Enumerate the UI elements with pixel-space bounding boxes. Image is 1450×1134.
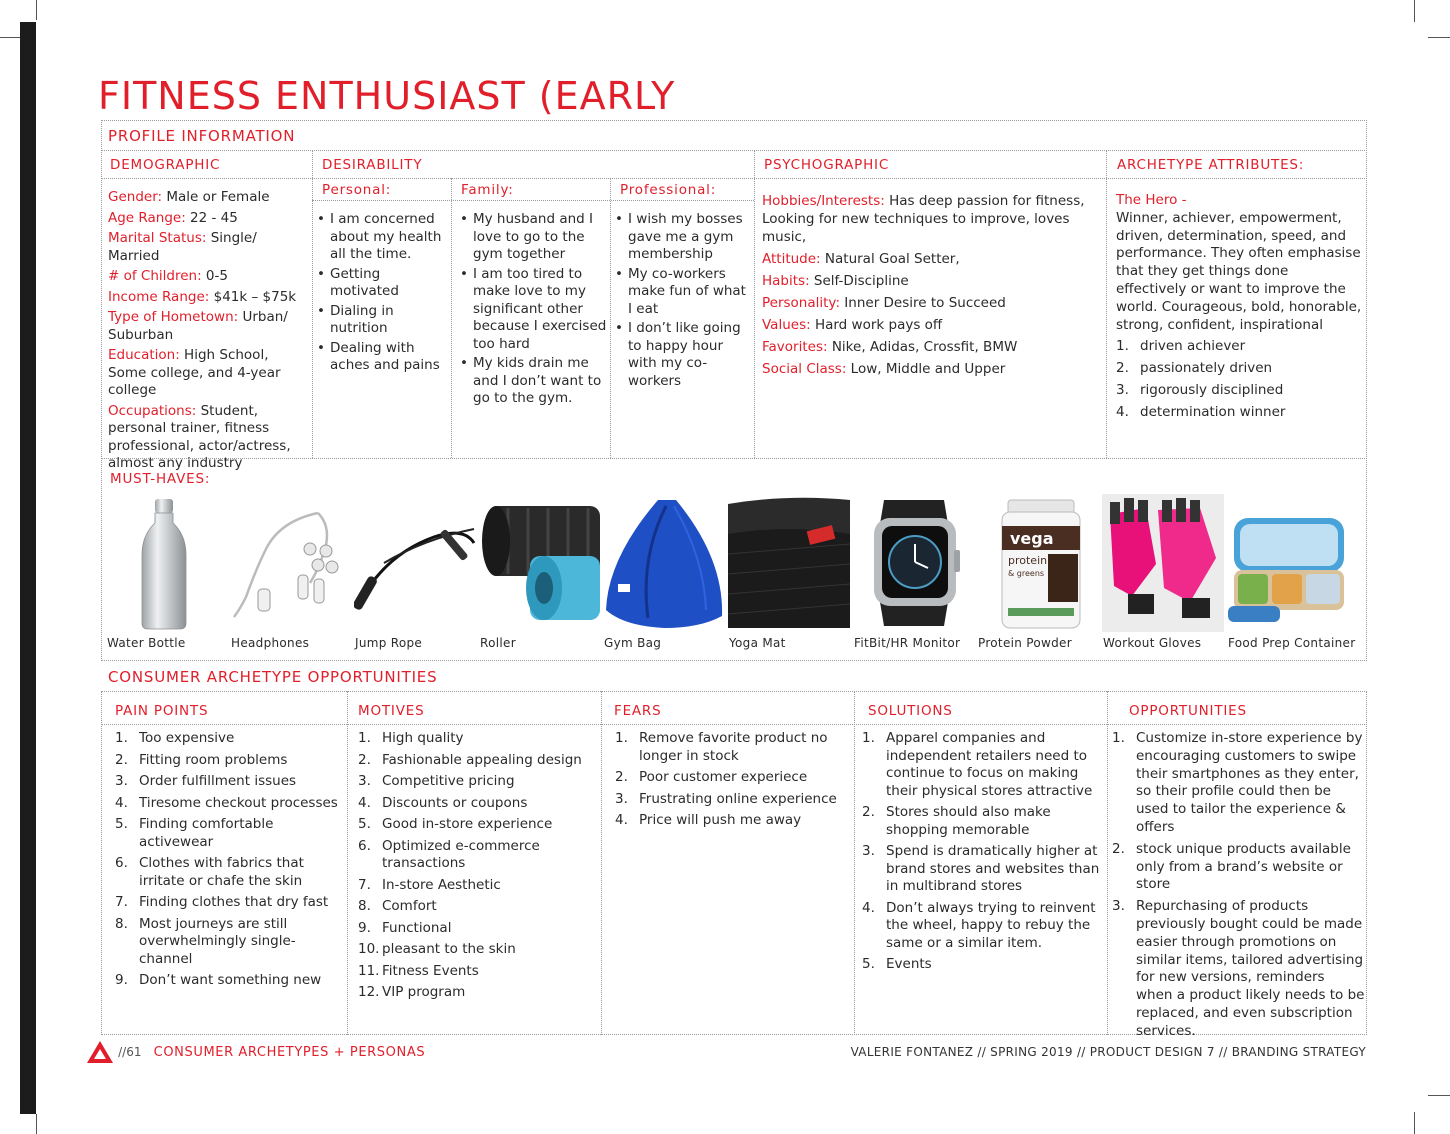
list-item: 8. Most journeys are still overwhelmingly single-channel — [115, 915, 296, 967]
divider — [101, 724, 1367, 725]
list-item: • My co-workers make fun of what I eat — [628, 266, 750, 319]
product-label: Headphones — [231, 636, 310, 650]
water-bottle-image — [138, 497, 190, 631]
footer-section-title: CONSUMER ARCHETYPES + PERSONAS — [153, 1044, 426, 1060]
list-item: 1. Apparel companies and independent retailers need to continue to focus on making their physical stores attractive — [862, 730, 1093, 799]
psychographic-item: Hobbies/Interests: Has deep passion for fitness, Looking for new techniques to improve, loves music, — [762, 193, 1085, 245]
psychographic-item: Personality: Inner Desire to Succeed — [762, 295, 1006, 311]
list-item: • Dialing in nutrition — [330, 303, 448, 338]
divider — [610, 178, 611, 458]
demographic-item: Age Range: 22 - 45 — [108, 209, 238, 226]
protein-line2-label: & greens — [1008, 569, 1045, 578]
list-item: 12. VIP program — [358, 984, 466, 1000]
protein-brand-label: vega — [1010, 529, 1054, 548]
divider — [312, 200, 754, 201]
list-item: 1. driven achiever — [1116, 338, 1246, 355]
fitbit-image — [854, 496, 974, 630]
list-item: • I am concerned about my health all the time. — [330, 211, 448, 264]
family-list — [459, 211, 608, 410]
pain-points-heading: PAIN POINTS — [115, 703, 209, 719]
demographic-heading: DEMOGRAPHIC — [110, 157, 221, 173]
psychographic-item: Habits: Self-Discipline — [762, 273, 909, 289]
demographic-item: Gender: Male or Female — [108, 189, 270, 205]
fears-list — [615, 730, 849, 834]
archetype-block — [1116, 192, 1362, 426]
crop-mark — [1414, 0, 1415, 22]
list-item: 1. Too expensive — [115, 730, 235, 746]
list-item: 4. Price will push me away — [615, 812, 802, 828]
binder-strip — [20, 22, 36, 1114]
desirability-heading: DESIRABILITY — [322, 157, 423, 173]
list-item: 7. In-store Aesthetic — [358, 876, 501, 893]
archetype-name: The Hero - — [1116, 192, 1187, 208]
product-label: Protein Powder — [978, 636, 1072, 650]
divider — [601, 691, 602, 1035]
demographic-item: # of Children: 0-5 — [108, 268, 228, 284]
footer-left — [86, 1040, 425, 1066]
family-label: Family: — [461, 182, 514, 198]
gym-bag-image — [604, 498, 726, 630]
list-item: • I am too tired to make love to my significant other because I exercised too hard — [473, 266, 608, 354]
professional-list — [614, 211, 750, 392]
divider — [347, 691, 348, 1035]
list-item: 3. Order fulfillment issues — [115, 773, 297, 789]
demographic-list — [108, 189, 310, 476]
page-title: FITNESS ENTHUSIAST (EARLY — [98, 74, 676, 118]
opportunities-heading: OPPORTUNITIES — [1129, 703, 1247, 719]
list-item: 1. High quality — [358, 730, 464, 746]
divider — [754, 150, 755, 458]
product-label: Workout Gloves — [1103, 636, 1202, 650]
list-item: 9. Functional — [358, 919, 452, 936]
archetype-description: Winner, achiever, empowerment, driven, determination, speed, and performance. They often emphasise that they get things done effectively or want to improve the world. Courageous, bold, honorable, strong, confident, inspirational — [1116, 209, 1362, 333]
list-item: 5. Good in-store experience — [358, 816, 553, 832]
opportunities-section-heading: CONSUMER ARCHETYPE OPPORTUNITIES — [108, 668, 438, 686]
workout-gloves-image — [1102, 494, 1224, 632]
product-label: Water Bottle — [107, 636, 186, 650]
food-prep-container-image — [1228, 512, 1350, 624]
pain-points-list — [115, 730, 345, 994]
list-item: 1. Remove favorite product no longer in stock — [615, 730, 828, 764]
list-item: 9. Don’t want something new — [115, 972, 322, 988]
divider — [1106, 150, 1107, 458]
list-item: 3. Frustrating online experience — [615, 790, 837, 807]
fears-heading: FEARS — [614, 703, 662, 719]
list-item: 4. Discounts or coupons — [358, 794, 528, 811]
product-label: Yoga Mat — [729, 636, 786, 650]
list-item: • I wish my bosses gave me a gym membership — [628, 211, 750, 264]
list-item: 4. Don’t always trying to reinvent the wheel, happy to rebuy the same or a similar item. — [862, 899, 1096, 951]
list-item: • Dealing with aches and pains — [330, 340, 448, 375]
list-item: 3. rigorously disciplined — [1116, 381, 1284, 398]
crop-mark — [1414, 1112, 1415, 1134]
demographic-item: Education: High School, Some college, and 4-year college — [108, 347, 281, 398]
list-item: 2. Poor customer experiece — [615, 769, 808, 785]
motives-heading: MOTIVES — [358, 703, 425, 719]
list-item: 4. Tiresome checkout processes — [115, 794, 338, 811]
list-item: 3. Repurchasing of products previously bought could be made easier through promotions on similar items, tailored advertising for new versions, reminders when a product likely needs to be replaced, and even subscription services. — [1112, 898, 1365, 1039]
footer-credit: VALERIE FONTANEZ // SPRING 2019 // PRODUCT DESIGN 7 // BRANDING STRATEGY — [850, 1045, 1366, 1059]
list-item: • Getting motivated — [330, 266, 448, 301]
psychographic-list — [762, 192, 1100, 382]
divider — [101, 150, 1367, 151]
divider — [1107, 691, 1108, 1035]
professional-label: Professional: — [620, 182, 717, 198]
list-item: 7. Finding clothes that dry fast — [115, 894, 329, 910]
list-item: 11. Fitness Events — [358, 962, 479, 979]
motives-list — [358, 730, 598, 1006]
list-item: • I don’t like going to happy hour with my co-workers — [628, 320, 750, 390]
list-item: 2. Fashionable appealing design — [358, 751, 582, 768]
psychographic-item: Values: Hard work pays off — [762, 317, 943, 333]
product-label: Food Prep Container — [1228, 636, 1356, 650]
crop-mark — [36, 0, 37, 20]
list-item: 8. Comfort — [358, 898, 437, 914]
divider — [312, 150, 313, 458]
crop-mark — [0, 37, 22, 38]
roller-image — [478, 500, 602, 628]
demographic-item: Marital Status: Single/ Married — [108, 230, 257, 264]
list-item: 2. passionately driven — [1116, 360, 1273, 377]
psychographic-item: Favorites: Nike, Adidas, Crossfit, BMW — [762, 339, 1018, 355]
list-item: • My kids drain me and I don’t want to go to the gym. — [473, 355, 608, 408]
personal-label: Personal: — [322, 182, 392, 198]
opportunities-list — [1112, 730, 1365, 1045]
product-label: FitBit/HR Monitor — [854, 636, 961, 650]
psychographic-item: Social Class: Low, Middle and Upper — [762, 361, 1006, 377]
product-label: Roller — [480, 636, 516, 650]
list-item: 2. stock unique products available only from a brand’s website or store — [1112, 840, 1351, 893]
list-item: • My husband and I love to go to the gym together — [473, 211, 608, 264]
must-haves-heading: MUST-HAVES: — [110, 471, 211, 487]
jump-rope-image — [354, 515, 478, 615]
list-item: 5. Finding comfortable activewear — [115, 816, 274, 850]
list-item: 3. Spend is dramatically higher at brand stores and websites than in multibrand stores — [862, 843, 1100, 894]
crop-mark — [1428, 1095, 1450, 1096]
solutions-list — [862, 730, 1104, 978]
crop-mark — [1428, 37, 1450, 38]
protein-line1-label: protein — [1008, 554, 1048, 567]
divider — [101, 178, 1367, 179]
product-label: Jump Rope — [355, 636, 423, 650]
list-item: 3. Competitive pricing — [358, 773, 515, 789]
yoga-mat-image — [728, 494, 850, 628]
crop-mark — [36, 1114, 37, 1134]
divider — [451, 178, 452, 458]
archetype-heading: ARCHETYPE ATTRIBUTES: — [1117, 157, 1305, 173]
list-item: 4. determination winner — [1116, 403, 1286, 420]
demographic-item: Type of Hometown: Urban/ Suburban — [108, 309, 288, 343]
demographic-item: Income Range: $41k – $75k — [108, 288, 297, 305]
brand-logo-icon — [86, 1040, 114, 1064]
list-item: 2. Fitting room problems — [115, 751, 288, 768]
list-item: 2. Stores should also make shopping memorable — [862, 804, 1051, 838]
divider — [854, 691, 855, 1035]
product-label: Gym Bag — [604, 636, 662, 650]
psychographic-item: Attitude: Natural Goal Setter, — [762, 251, 960, 267]
personal-list — [316, 211, 448, 377]
headphones-image — [218, 505, 348, 625]
list-item: 1. Customize in-store experience by encouraging customers to swipe their smartphones as they enter, so their profile could then be used to tailor the experience & offers — [1112, 730, 1363, 835]
profile-heading: PROFILE INFORMATION — [108, 127, 296, 145]
list-item: 6. Optimized e-commerce transactions — [358, 837, 540, 871]
protein-powder-image — [998, 498, 1084, 630]
list-item: 6. Clothes with fabrics that irritate or chafe the skin — [115, 855, 304, 889]
psychographic-heading: PSYCHOGRAPHIC — [764, 157, 890, 173]
list-item: 10. pleasant to the skin — [358, 941, 516, 957]
solutions-heading: SOLUTIONS — [868, 703, 953, 719]
page-number: //61 — [118, 1045, 142, 1059]
demographic-item: Occupations: Student, personal trainer, fitness professional, actor/actress, almost any industry — [108, 402, 291, 471]
list-item: 5. Events — [862, 956, 932, 972]
